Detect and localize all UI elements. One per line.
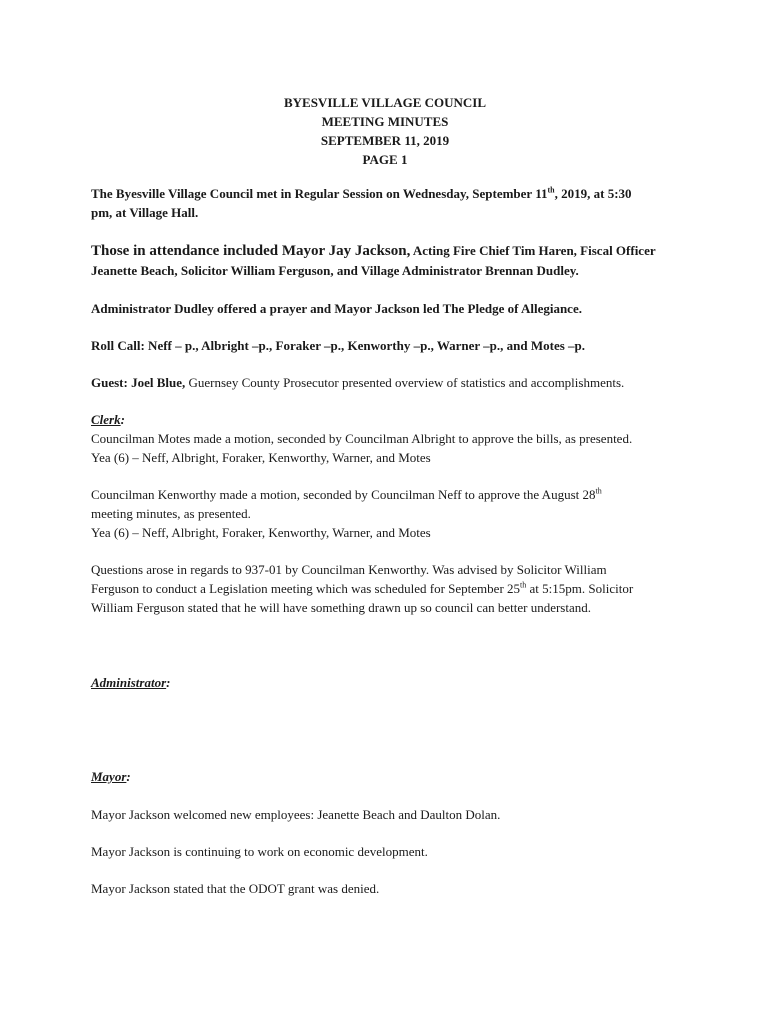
mayor-item-3-text: Mayor Jackson stated that the ODOT grant was denied. <box>91 881 380 896</box>
clerk-heading: Clerk <box>91 412 121 427</box>
clerk-motion2 <box>91 485 681 542</box>
clerk-motion1-vote: Yea (6) – Neff, Albright, Foraker, Kenworthy, Warner, and Motes <box>91 450 431 465</box>
mayor-item-2 <box>91 842 681 861</box>
intro-text-b: , 2019, at 5:30 <box>554 186 632 201</box>
clerk-questions <box>91 560 681 617</box>
header-page-number: PAGE 1 <box>362 152 408 167</box>
header-title: BYESVILLE VILLAGE COUNCIL <box>283 95 487 110</box>
intro-paragraph <box>91 184 681 222</box>
intro-text-c: pm, at Village Hall. <box>91 205 199 220</box>
document-header <box>0 93 770 169</box>
intro-text-a: The Byesville Village Council met in Regular Session on Wednesday, September 11 <box>91 186 548 201</box>
mayor-item-1-text: Mayor Jackson welcomed new employees: Jeanette Beach and Daulton Dolan. <box>91 807 501 822</box>
administrator-heading: Administrator <box>91 675 167 690</box>
mayor-item-1 <box>91 805 681 824</box>
clerk-questions-line2b: at 5:15pm. Solicitor <box>526 581 634 596</box>
attendance-text-b: Acting Fire Chief Tim Haren, Fiscal Officer <box>410 243 656 258</box>
clerk-motion2-line2: meeting minutes, as presented. <box>91 506 251 521</box>
clerk-section <box>91 410 681 467</box>
attendance-paragraph <box>91 241 681 280</box>
prayer-paragraph <box>91 299 681 318</box>
mayor-heading: Mayor <box>91 769 127 784</box>
clerk-motion2-vote: Yea (6) – Neff, Albright, Foraker, Kenworthy, Warner, and Motes <box>91 525 431 540</box>
guest-paragraph <box>91 373 681 392</box>
guest-text: Guernsey County Prosecutor presented overview of statistics and accomplishments. <box>185 375 625 390</box>
attendance-text-a: Those in attendance included Mayor Jay Jackson, <box>91 243 411 259</box>
roll-call-text: Roll Call: Neff – p., Albright –p., Foraker –p., Kenworthy –p., Warner –p., and Motes –p. <box>91 338 586 353</box>
mayor-heading-colon: : <box>126 769 131 784</box>
clerk-motion2-line1: Councilman Kenworthy made a motion, seconded by Councilman Neff to approve the August 28 <box>91 487 596 502</box>
prayer-text: Administrator Dudley offered a prayer and Mayor Jackson led The Pledge of Allegiance. <box>91 301 582 316</box>
header-subtitle: MEETING MINUTES <box>321 114 449 129</box>
attendance-text-c: Jeanette Beach, Solicitor William Ferguson, and Village Administrator Brennan Dudley. <box>91 263 579 278</box>
clerk-questions-line3: William Ferguson stated that he will have something drawn up so council can better understand. <box>91 600 591 615</box>
clerk-questions-sup: th <box>520 580 527 590</box>
administrator-heading-colon: : <box>166 675 171 690</box>
clerk-questions-line1: Questions arose in regards to 937-01 by Councilman Kenworthy. Was advised by Solicitor William <box>91 562 607 577</box>
mayor-section <box>91 767 681 786</box>
intro-sup: th <box>547 185 555 195</box>
mayor-item-3 <box>91 879 681 898</box>
clerk-motion2-sup: th <box>595 486 602 496</box>
clerk-motion1-line1: Councilman Motes made a motion, seconded by Councilman Albright to approve the bills, as presented. <box>91 431 633 446</box>
administrator-section <box>91 673 681 692</box>
clerk-questions-line2a: Ferguson to conduct a Legislation meeting which was scheduled for September 25 <box>91 581 521 596</box>
header-date: SEPTEMBER 11, 2019 <box>320 133 450 148</box>
clerk-heading-colon: : <box>120 412 125 427</box>
roll-call-paragraph <box>91 336 681 355</box>
guest-label: Guest: Joel Blue, <box>91 375 186 390</box>
mayor-item-2-text: Mayor Jackson is continuing to work on economic development. <box>91 844 428 859</box>
